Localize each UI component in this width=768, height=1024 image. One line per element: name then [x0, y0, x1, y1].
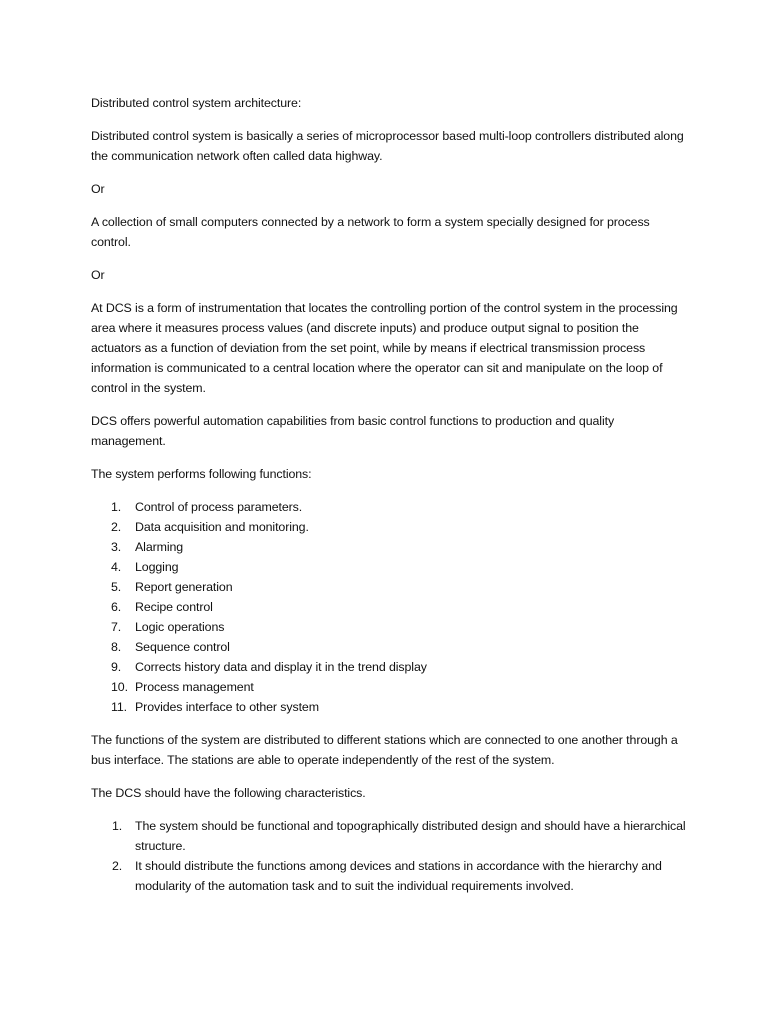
list-item	[91, 856, 691, 896]
document-body	[91, 93, 691, 909]
list-item-text: Logging	[135, 560, 179, 574]
or-separator-1: Or	[91, 182, 105, 196]
definition-paragraph-1: Distributed control system is basically a series of microprocessor based multi-loop controllers distributed along the communication network often called data highway.	[91, 129, 684, 163]
list-number: 11.	[111, 700, 128, 714]
list-item-text: Sequence control	[135, 640, 230, 654]
definition-paragraph-2: A collection of small computers connected by a network to form a system specially designed for process control.	[91, 215, 650, 249]
capabilities-paragraph: DCS offers powerful automation capabilities from basic control functions to production and quality management.	[91, 414, 615, 448]
list-item-text: The system should be functional and topographically distributed design and should have a hierarchical structure.	[135, 819, 686, 853]
characteristics-intro: The DCS should have the following characteristics.	[91, 786, 366, 800]
functions-intro: The system performs following functions:	[91, 467, 312, 481]
list-item-text: Logic operations	[135, 620, 225, 634]
list-item	[91, 537, 691, 557]
list-item	[91, 677, 691, 697]
list-item	[91, 697, 691, 717]
or-separator-2: Or	[91, 268, 105, 282]
list-item-text: Control of process parameters.	[135, 500, 303, 514]
list-number: 5.	[111, 580, 122, 594]
document-heading: Distributed control system architecture:	[91, 96, 302, 110]
list-item-text: Recipe control	[135, 600, 213, 614]
list-item	[91, 637, 691, 657]
list-item-text: Provides interface to other system	[135, 700, 319, 714]
list-item-text: Process management	[135, 680, 254, 694]
list-number: 2.	[112, 859, 123, 873]
list-item-text: Data acquisition and monitoring.	[135, 520, 309, 534]
list-number: 10.	[111, 680, 128, 694]
list-item	[91, 816, 691, 856]
functions-list	[91, 497, 691, 717]
list-number: 1.	[112, 819, 123, 833]
list-item-text: Report generation	[135, 580, 233, 594]
list-item	[91, 497, 691, 517]
list-item	[91, 517, 691, 537]
list-item	[91, 557, 691, 577]
list-number: 1.	[111, 500, 122, 514]
list-number: 9.	[111, 660, 122, 674]
list-number: 3.	[111, 540, 122, 554]
list-item	[91, 597, 691, 617]
list-item	[91, 577, 691, 597]
list-number: 7.	[111, 620, 122, 634]
stations-paragraph: The functions of the system are distributed to different stations which are connected to one another through a bus interface. The stations are able to operate independently of the rest of the system.	[91, 733, 678, 767]
list-item-text: Alarming	[135, 540, 184, 554]
list-number: 8.	[111, 640, 122, 654]
list-item-text: Corrects history data and display it in the trend display	[135, 660, 427, 674]
characteristics-list	[91, 816, 691, 896]
list-number: 4.	[111, 560, 122, 574]
list-item	[91, 657, 691, 677]
list-number: 2.	[111, 520, 122, 534]
list-item-text: It should distribute the functions among devices and stations in accordance with the hierarchy and modularity of the automation task and to suit the individual requirements involved.	[135, 859, 662, 893]
list-number: 6.	[111, 600, 122, 614]
definition-paragraph-3: At DCS is a form of instrumentation that locates the controlling portion of the control system in the processing area where it measures process values (and discrete inputs) and produce output signal to position the actuators as a function of deviation from the set point, while by means if electrical transmission process information is communicated to a central location where the operator can sit and manipulate on the loop of control in the system.	[91, 301, 678, 395]
list-item	[91, 617, 691, 637]
